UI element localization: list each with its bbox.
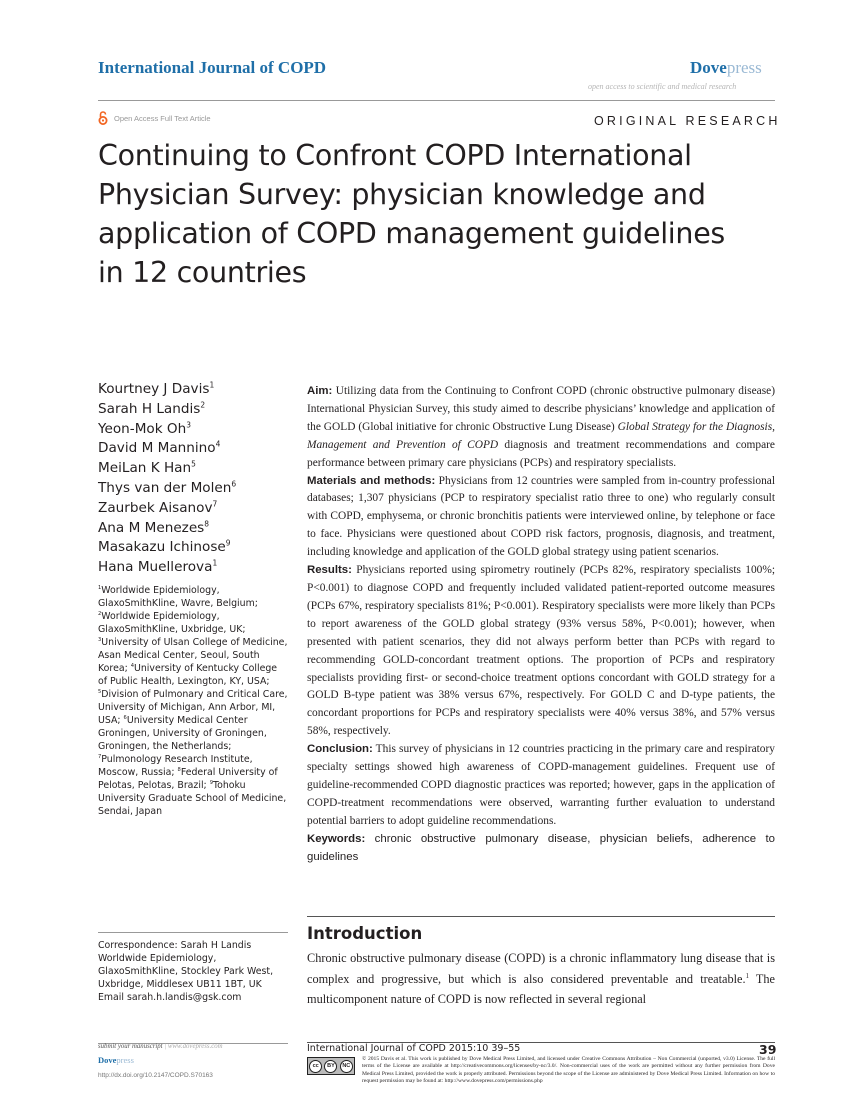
author-list: [98, 380, 236, 578]
publisher-tagline: open access to scientific and medical research: [588, 82, 737, 91]
submit-manuscript-link[interactable]: submit your manuscript | www.dovepress.com: [98, 1043, 223, 1050]
correspondence-line: GlaxoSmithKline, Stockley Park West,: [98, 966, 274, 977]
cc-icon: cc: [309, 1060, 322, 1073]
author: Zaurbek Aisanov$^7$: [98, 499, 218, 516]
citation-ref[interactable]: 1: [745, 972, 749, 980]
header-divider: [98, 100, 775, 101]
author: Thys van der Molen$^6$: [98, 479, 237, 496]
publisher-logo-bold: Dove: [690, 58, 727, 77]
author: Yeon-Mok Oh$^3$: [98, 420, 192, 437]
author: David M Mannino$^4$: [98, 439, 221, 457]
open-access-label: Open Access Full Text Article: [114, 113, 211, 123]
correspondence-line: Worldwide Epidemiology,: [98, 953, 217, 964]
article-title: Continuing to Confront COPD International Physician Survey: physician knowledge and application of COPD management guidelines in 12 countries: [98, 139, 725, 289]
open-access-lock-icon: [98, 111, 108, 125]
open-access-badge: [98, 111, 211, 125]
author: Sarah H Landis$^2$: [98, 400, 206, 417]
footer-publisher-logo[interactable]: Dovepress: [98, 1055, 134, 1065]
abstract-conclusion: Conclusion: This survey of physicians in 12 countries practicing in the primary care and respiratory specialty settings showed high awareness of COPD-management guidelines. Frequent use of guideline-recommended COPD diagnostic practices was reported; however, gaps in the application of COPD-treatment recommendations were observed, warranting further evaluation to understand potential barriers to adopt guideline recommendations.: [307, 743, 775, 827]
correspondence-divider: [98, 932, 288, 933]
page-number: 39: [759, 1042, 777, 1057]
abstract-aim: Aim: Utilizing data from the Continuing to Confront COPD (chronic obstructive pulmonary disease) International Physician Survey, this study aimed to describe physicians’ knowledge and application of the GOLD (Global initiative for chronic Obstructive Lung Disease) Global Strategy for the Diagnosis, Management and Prevention of COPD diagnosis and treatment recommendations and compare performance between primary care physicians (PCPs) and respiratory specialists.: [307, 385, 775, 469]
section-heading-introduction: Introduction: [307, 924, 423, 943]
author: Ana M Menezes$^8$: [98, 519, 210, 536]
introduction-paragraph: Chronic obstructive pulmonary disease (COPD) is a chronic inflammatory lung disease that is complex and progressive, but which is also considered preventable and treatable.$^1$ The multicomponent nature of COPD is now reflected in several regional: [307, 951, 775, 1006]
nc-icon: NC: [340, 1060, 353, 1073]
publisher-logo-light: press: [726, 58, 762, 77]
correspondence-email[interactable]: Email sarah.h.landis@gsk.com: [98, 992, 242, 1003]
correspondence-line: Uxbridge, Middlesex UB11 1BT, UK: [98, 979, 262, 990]
affiliations: $^1$Worldwide Epidemiology, GlaxoSmithKline, Wavre, Belgium; $^2$Worldwide Epidemiology, GlaxoSmithKline, Uxbridge, UK; $^3$University of Ulsan College of Medicine, Asan Medical Center, Seoul, South Korea; $^4$University of Kentucky College of Public Health, Lexington, KY, USA; $^5$Division of Pulmonary and Critical Care, University of Michigan, Ann Arbor, MI, USA; $^6$University Medical Center Groningen, University of Groningen, Groningen, the Netherlands; $^7$Pulmonology Research Institute, Moscow, Russia; $^8$Federal University of Pelotas, Pelotas, Brazil; $^9$Tohoku University Graduate School of Medicine, Sendai, Japan: [98, 584, 288, 817]
abstract-methods: Materials and methods: Physicians from 12 countries were sampled from in-country professional databases; 1,307 physicians (PCP to respiratory specialist ratio three to one) who regularly consult with COPD, emphysema, or chronic bronchitis patients were interviewed online, by telephone or face to face. Physicians were questioned about COPD risk factors, prognosis, diagnosis, and treatment, including knowledge and application of the GOLD global strategy using patient scenarios.: [307, 474, 775, 559]
author: Masakazu Ichinose$^9$: [98, 538, 231, 556]
correspondence: [98, 939, 298, 1004]
journal-name[interactable]: International Journal of COPD: [98, 58, 327, 77]
author: MeiLan K Han$^5$: [98, 459, 196, 477]
abstract-divider: [307, 916, 775, 917]
creative-commons-license-icon[interactable]: [307, 1057, 355, 1075]
abstract-keywords: Keywords: chronic obstructive pulmonary disease, physician beliefs, adherence to guidelines: [307, 832, 775, 863]
journal-citation: International Journal of COPD 2015:10 39–55: [307, 1043, 521, 1054]
article-type: ORIGINAL RESEARCH: [594, 114, 781, 128]
license-text: © 2015 Davis et al. This work is published by Dove Medical Press Limited, and licensed under Creative Commons Attribution – Non Commercial (unported, v3.0) License. The full terms of the License are available at http://creativecommons.org/licenses/by-nc/3.0/. Non-commercial uses of the work are permitted without any further permission from Dove Medical Press Limited, provided the work is properly attributed. Permissions beyond the scope of the License are administered by Dove Medical Press Limited. Information on how to request permission may be found at: http://www.dovepress.com/permissions.php: [362, 1056, 775, 1084]
abstract: [307, 383, 775, 866]
doi-link[interactable]: http://dx.doi.org/10.2147/COPD.S70163: [98, 1072, 213, 1079]
abstract-results: Results: Physicians reported using spirometry routinely (PCPs 82%, respiratory specialists 100%; P<0.001) to diagnose COPD and frequently included validated patient-reported outcome measures (PCPs 67%, respiratory specialists 81%; P<0.001). Respiratory specialists were more likely than PCPs to report awareness of the GOLD global strategy (93% versus 58%, P<0.001); however, when presented with patient scenarios, they did not always perform better than PCPs with regard to recommending GOLD-concordant treatment options. The proportion of PCPs and respiratory specialists providing first- or second-choice treatment options concordant with GOLD strategy for a GOLD B-type patient was 38% versus 67%, respectively. For GOLD C and D-type patients, the concordant proportions for PCPs and respiratory specialists were 40% versus 38%, and 57% versus 58%, respectively.: [307, 564, 775, 738]
correspondence-line: Correspondence: Sarah H Landis: [98, 940, 252, 951]
author: Kourtney J Davis$^1$: [98, 380, 215, 397]
by-icon: BY: [324, 1060, 337, 1073]
author: Hana Muellerova$^1$: [98, 558, 218, 576]
publisher-logo[interactable]: [690, 58, 762, 78]
